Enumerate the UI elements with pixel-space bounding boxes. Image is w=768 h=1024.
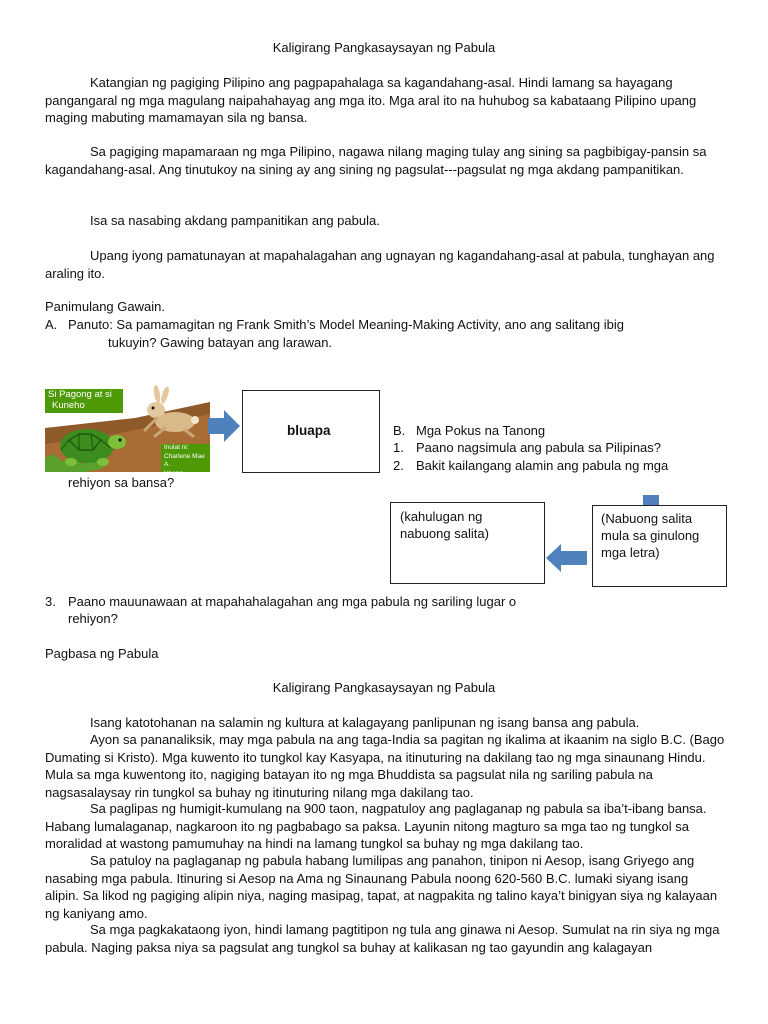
reading-paragraph-1: Isang katotohanan na salamin ng kultura at kalagayang panlipunan ng isang bansa ang pabula. xyxy=(90,715,640,730)
illustration-credit-line-3: Upano xyxy=(164,469,184,477)
question-1-number: 1. xyxy=(393,440,404,455)
focus-letter-b: B. xyxy=(393,423,406,438)
scrambled-word-box xyxy=(242,390,380,473)
meaning-box-line-2: nabuong salita) xyxy=(400,526,489,541)
meaning-box-line-1: (kahulugan ng xyxy=(400,509,483,524)
formed-word-box xyxy=(592,505,727,587)
reading-paragraph-4: Sa patuloy na paglaganap ng pabula habang lumilipas ang panahon, tinipon ni Aesop, isang Griyego ang nasabing mga pabula. Itinuring si Aesop na Ama ng Sinaunang Pabula noong 620-560 B.C. lumaki siyang isang alipin. Sa likod ng pagiging alipin niya, naging masipag, tapat, at nagpakita ng talino kaya’t binigyan siya ng kalayaan ng kaniyang amo. xyxy=(45,853,718,921)
illustration-credit-line-1: Inulat ni: xyxy=(164,444,189,451)
fable-illustration xyxy=(45,384,210,477)
left-arrow-icon xyxy=(546,543,588,573)
instruction-letter-a: A. xyxy=(45,317,58,332)
intro-paragraph-1: Katangian ng pagiging Pilipino ang pagpapahalaga sa kagandahang-asal. Hindi lamang sa hayagang pangangaral ng mga magulang naipahahayag ang mga ito. Mga aral ito na huhubog sa kabataang Pilipino upang maging mabuting mamamayan sila ng bansa. xyxy=(45,75,697,125)
intro-paragraph-2: Sa pagiging mapamaraan ng mga Pilipino, nagawa nilang maging tulay ang sining sa pagbibigay-pansin sa kagandahang-asal. Ang tinutukoy na sining ay ang sining ng pagsulat---pagsulat ng mga akdang pampanitikan. xyxy=(45,144,707,177)
instruction-line-2: tukuyin? Gawing batayan ang larawan. xyxy=(108,335,333,350)
formed-box-line-3: mga letra) xyxy=(601,545,660,560)
reading-title: Kaligirang Pangkasaysayan ng Pabula xyxy=(272,680,496,695)
instruction-line-1: Panuto: Sa pamamagitan ng Frank Smith’s Model Meaning-Making Activity, ano ang salitang ibig xyxy=(68,317,624,332)
formed-box-line-2: mula sa ginulong xyxy=(601,528,700,543)
up-arrow-stub-icon xyxy=(643,495,659,505)
question-2-line-1: Bakit kailangang alamin ang pabula ng mga xyxy=(416,458,669,473)
illustration-title-line-2: Kuneho xyxy=(52,400,85,411)
intro-paragraph-3: Isa sa nasabing akdang pampanitikan ang pabula. xyxy=(90,213,380,228)
meaning-box xyxy=(390,502,545,584)
reading-paragraph-2: Ayon sa pananaliksik, may mga pabula na ang taga-India sa pagitan ng ikalima at ikaanim na siglo B.C. (Bago Dumating si Kristo). Mga kuwento ito tungkol kay Kasyapa, na itinuturing na dakilang tao ng mga sinaunang Hindu. Mula sa mga kuwentong ito, nagiging batayan ito ng mga Bhuddista sa pagsulat nila ng sariling pabula na nagsasalaysay rin tungkol sa buhay ng itinuturing nilang mga dakilang tao. xyxy=(45,732,725,800)
scrambled-word: bluapa xyxy=(287,423,331,438)
page-title: Kaligirang Pangkasaysayan ng Pabula xyxy=(272,40,496,55)
question-3-line-2: rehiyon? xyxy=(68,611,118,626)
reading-paragraph-5: Sa mga pagkakataong iyon, hindi lamang pagtitipon ng tula ang ginawa ni Aesop. Sumulat na rin siya ng mga pabula. Naging paksa niya sa pagsulat ang tungkol sa buhay at kalikasan ng tao gayundin ang kalagayan xyxy=(45,922,720,955)
rabbit-head-icon xyxy=(147,402,165,418)
turtle-head-icon xyxy=(108,435,126,449)
focus-questions-heading: Mga Pokus na Tanong xyxy=(416,423,546,438)
section-heading-pagbasa: Pagbasa ng Pabula xyxy=(45,646,159,661)
question-2-line-2: rehiyon sa bansa? xyxy=(68,475,175,490)
section-heading-panimula: Panimulang Gawain. xyxy=(45,299,165,314)
question-3-line-1: Paano mauunawaan at mapahahalagahan ang mga pabula ng sariling lugar o xyxy=(68,594,517,609)
right-arrow-icon xyxy=(208,409,242,443)
illustration-credit-line-2: Charlene Mae A. xyxy=(164,452,205,468)
illustration-credit-label xyxy=(161,444,210,477)
illustration-title-line-1: Si Pagong at si xyxy=(48,389,112,400)
question-2-number: 2. xyxy=(393,458,404,473)
reading-paragraph-3: Sa paglipas ng humigit-kumulang na 900 taon, nagpatuloy ang paglaganap ng pabula sa iba’t-ibang bansa. Habang lumalaganap, nagkaroon ito ng pagbabago sa paksa. Layunin nitong magturo sa mga tao ng tungkol sa moralidad at wastong pamumuhay na hindi na lamang tungkol sa buhay ng mga dakilang tao. xyxy=(45,801,707,851)
question-1: Paano nagsimula ang pabula sa Pilipinas? xyxy=(416,440,662,455)
formed-box-line-1: (Nabuong salita xyxy=(601,511,693,526)
intro-paragraph-4: Upang iyong pamatunayan at mapahalagahan ang ugnayan ng kagandahang-asal at pabula, tunghayan ang araling ito. xyxy=(45,248,715,281)
illustration-title-label xyxy=(45,389,123,413)
question-3-number: 3. xyxy=(45,594,56,609)
